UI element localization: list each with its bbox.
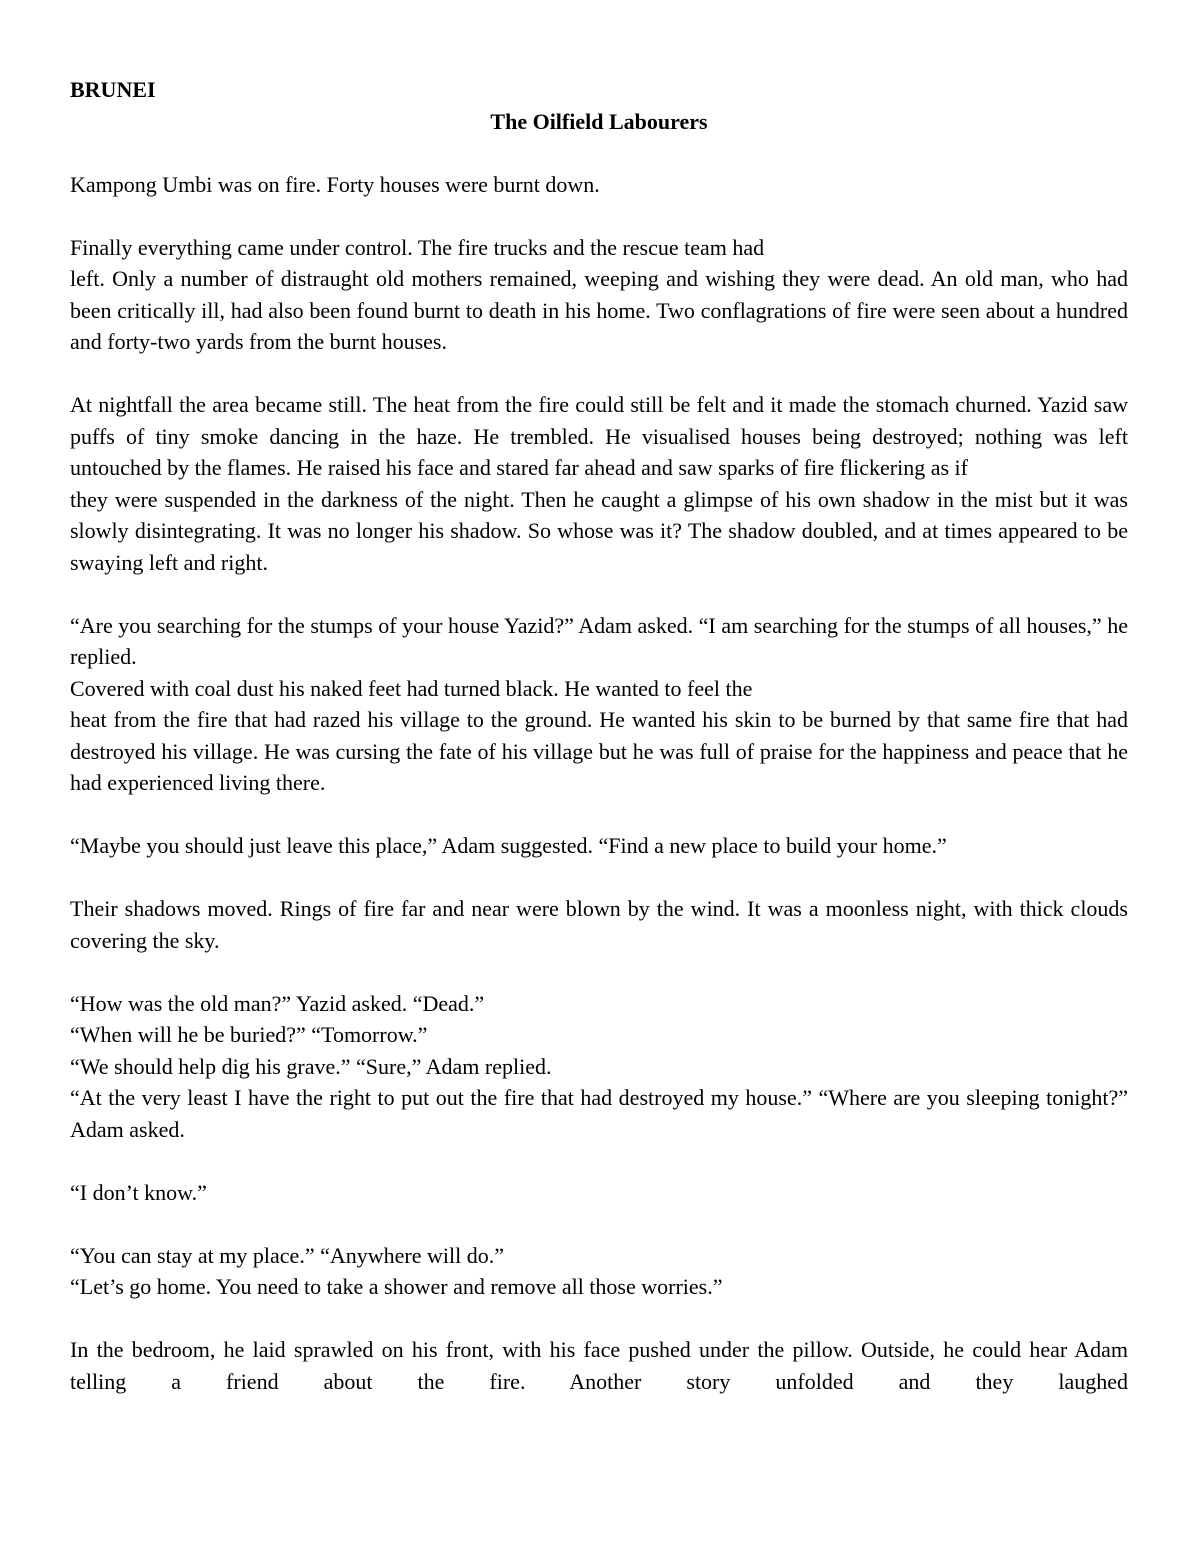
document-page — [70, 74, 1128, 1397]
dialogue-line: “At the very least I have the right to put out the fire that had destroyed my house.” “Where are you sleeping tonight?” Adam asked. — [70, 1085, 1128, 1142]
paragraph-4-body: heat from the fire that had razed his village to the ground. He wanted his skin to be burned by that same fire that had destroyed his village. He was cursing the fate of his village but he was full of praise for the happiness and peace that he had experienced living there. — [70, 707, 1128, 795]
paragraph-8: In the bedroom, he laid sprawled on his front, with his face pushed under the pillow. Outside, he could hear Adam telling a friend about the fire. Another story unfolded and they laughed — [70, 1337, 1128, 1394]
paragraph-3 — [70, 389, 1128, 578]
paragraph-6: Their shadows moved. Rings of fire far and near were blown by the wind. It was a moonless night, with thick clouds covering the sky. — [70, 896, 1128, 953]
paragraph-5: “Maybe you should just leave this place,” Adam suggested. “Find a new place to build your home.” — [70, 833, 947, 858]
dialogue-line: “When will he be buried?” “Tomorrow.” — [70, 1022, 428, 1047]
paragraph-7: “I don’t know.” — [70, 1179, 207, 1205]
paragraph-4-line-2: Covered with coal dust his naked feet had turned black. He wanted to feel the — [70, 675, 753, 701]
dialogue-line: “Let’s go home. You need to take a shower and remove all those worries.” — [70, 1274, 723, 1299]
paragraph-3-part-1: At nightfall the area became still. The heat from the fire could still be felt and it made the stomach churned. Yazid saw puffs of tiny smoke dancing in the haze. He trembled. He visualised houses being destroyed; nothing was left untouched by the flames. He raised his face and stared far ahead and saw sparks of fire flickering as if — [70, 392, 1128, 480]
dialogue-line: “We should help dig his grave.” “Sure,” Adam replied. — [70, 1053, 552, 1079]
paragraph-3-part-2: they were suspended in the darkness of the night. Then he caught a glimpse of his own shadow in the mist but it was slowly disintegrating. It was no longer his shadow. So whose was it? The shadow doubled, and at times appeared to be swaying left and right. — [70, 486, 1128, 575]
story-title: The Oilfield Labourers — [490, 108, 708, 134]
paragraph-2-line-1: Finally everything came under control. The fire trucks and the rescue team had — [70, 234, 765, 260]
paragraph-4-line-1: “Are you searching for the stumps of your house Yazid?” Adam asked. “I am searching for the stumps of all houses,” he replied. — [70, 612, 1128, 669]
paragraph-1: Kampong Umbi was on fire. Forty houses were burnt down. — [70, 171, 600, 197]
paragraph-2 — [70, 232, 1128, 358]
dialogue-line: “How was the old man?” Yazid asked. “Dead.” — [70, 990, 485, 1016]
dialogue-block-2 — [70, 1240, 1128, 1303]
paragraph-2-body: left. Only a number of distraught old mothers remained, weeping and wishing they were dead. An old man, who had been critically ill, had also been found burnt to death in his home. Two conflagrations of fire were seen about a hundred and forty-two yards from the burnt houses. — [70, 266, 1128, 354]
dialogue-line: “You can stay at my place.” “Anywhere will do.” — [70, 1242, 504, 1268]
dialogue-block-1 — [70, 988, 1128, 1146]
country-heading: BRUNEI — [70, 77, 156, 102]
paragraph-4 — [70, 610, 1128, 799]
